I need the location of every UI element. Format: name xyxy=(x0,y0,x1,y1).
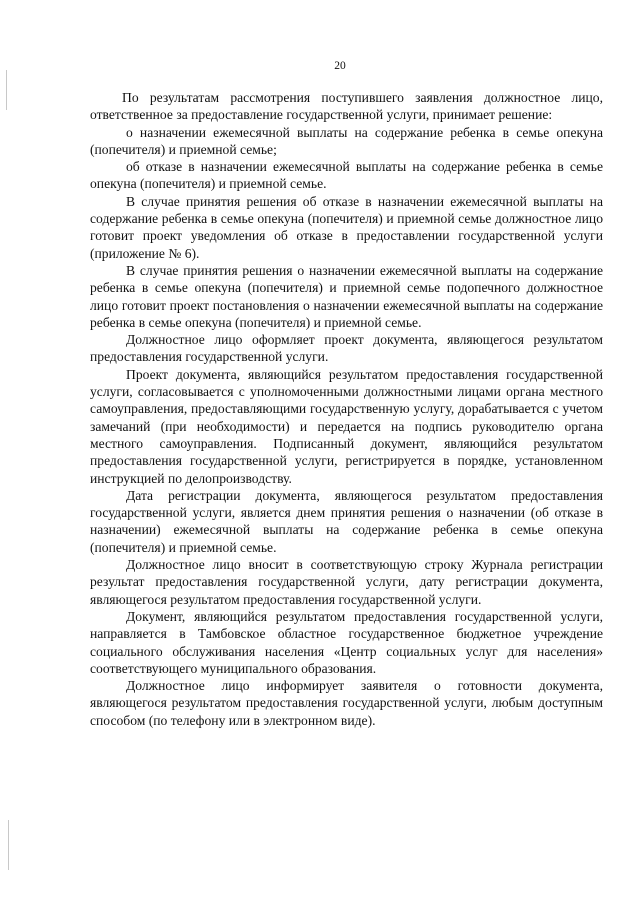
paragraph-document-forwarding: Документ, являющийся результатом предоставления государственной услуги, направляется в Тамбовское областное государственное бюджетное учреждение социального обслуживания населения «Центр социальных услуг для населения» соответствующего муниципального образования. xyxy=(90,608,603,676)
paragraph-option-refuse: об отказе в назначении ежемесячной выплаты на содержание ребенка в семье опекуна (попечителя) и приемной семье. xyxy=(90,159,603,192)
paragraph-refusal-notice: В случае принятия решения об отказе в назначении ежемесячной выплаты на содержание ребенка в семье опекуна (попечителя) и приемной семье должностное лицо готовит проект уведомления об отказе в предоставлении государственной услуги (приложение № 6). xyxy=(90,193,603,261)
page-number: 20 xyxy=(334,60,346,72)
scan-artifact xyxy=(8,820,9,870)
paragraph-applicant-notification: Должностное лицо информирует заявителя о готовности документа, являющегося результатом предоставления государственной услуги, любым доступным способом (по телефону или в электронном виде). xyxy=(90,678,603,728)
paragraph-document-approval: Проект документа, являющийся результатом предоставления государственной услуги, согласовывается с уполномоченными должностными лицами органа местного самоуправления, предоставляющими государственную услугу, дорабатывается с учетом замечаний (при необходимости) и передается на подпись руководителю органа местного самоуправления. Подписанный документ, являющийся результатом предоставления государственной услуги, регистрируется в порядке, установленном инструкцией по делопроизводству. xyxy=(90,366,603,486)
paragraph-document-preparation: Должностное лицо оформляет проект документа, являющегося результатом предоставления государственной услуги. xyxy=(90,332,603,365)
paragraph-journal-entry: Должностное лицо вносит в соответствующую строку Журнала регистрации результат предоставления государственной услуги, дату регистрации документа, являющегося результатом предоставления государственной услуги. xyxy=(90,557,603,607)
scan-artifact xyxy=(6,70,7,110)
paragraph-option-approve: о назначении ежемесячной выплаты на содержание ребенка в семье опекуна (попечителя) и приемной семье; xyxy=(90,124,603,157)
document-body xyxy=(90,89,603,729)
paragraph-registration-date: Дата регистрации документа, являющегося результатом предоставления государственной услуги, является днем принятия решения о назначении (об отказе в назначении) ежемесячной выплаты на содержание ребенка в семье опекуна (попечителя) и приемной семье. xyxy=(90,487,603,555)
paragraph-decision-intro: По результатам рассмотрения поступившего заявления должностное лицо, ответственное за предоставление государственной услуги, принимает решение: xyxy=(90,90,603,123)
paragraph-approval-resolution: В случае принятия решения о назначении ежемесячной выплаты на содержание ребенка в семье опекуна (попечителя) и приемной семье подопечного должностное лицо готовит проект постановления о назначении ежемесячной выплаты на содержание ребенка в семье опекуна (попечителя) и приемной семье. xyxy=(90,262,603,330)
